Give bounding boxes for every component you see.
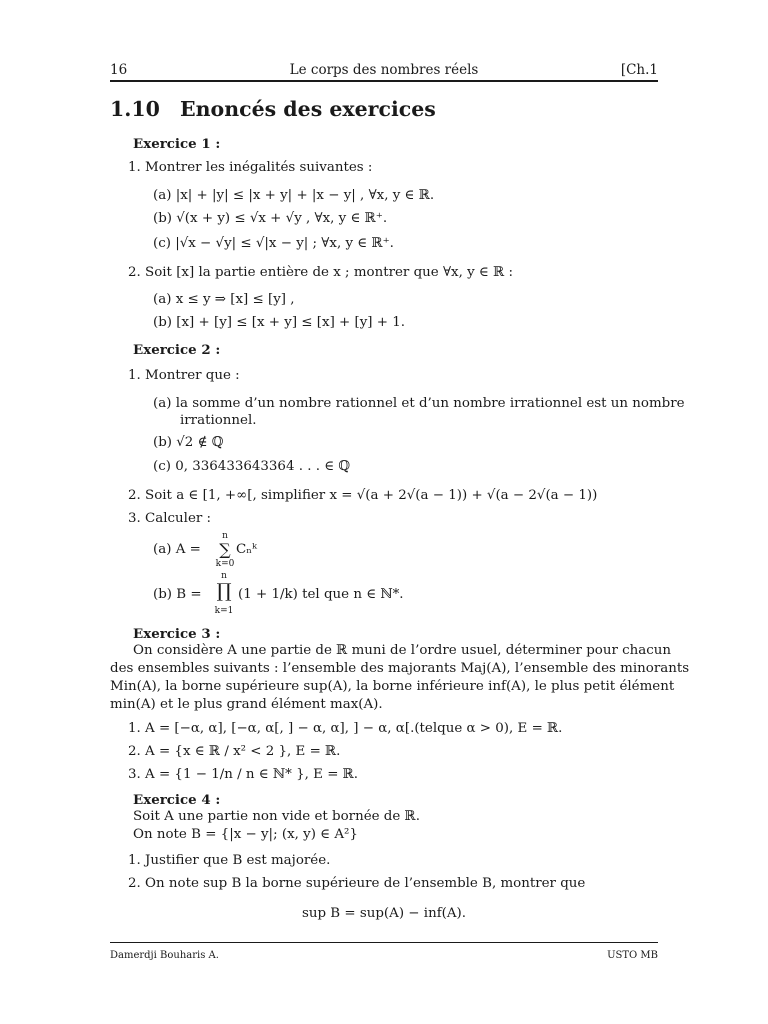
footer-rule: [110, 942, 658, 943]
ex4-item-1: 1. Justifier que B est majorée.: [128, 853, 331, 868]
ex4-display-equation: sup B = sup(A) − inf(A).: [301, 906, 467, 921]
ex1-a: (a) |x| + |y| ≤ |x + y| + |x − y| , ∀x, y ∈ ℝ.: [153, 188, 435, 203]
section-title: Enoncés des exercices: [180, 97, 436, 121]
ex2-b: (b) √2 ∉ ℚ: [153, 435, 224, 450]
footer-institution: USTO MB: [607, 950, 658, 961]
ex4-title: Exercice 4 :: [133, 792, 221, 808]
running-title: Le corps des nombres réels: [289, 62, 479, 78]
ex4-para-line2: On note B = {|x − y|; (x, y) ∈ A²}: [133, 827, 358, 842]
ex1-q1: 1. Montrer les inégalités suivantes :: [128, 160, 373, 175]
ex2-sum-tail: Cₙᵏ: [236, 542, 257, 557]
prod-upper: n: [221, 571, 227, 581]
sum-lower: k=0: [215, 559, 235, 569]
ex2-q2: 2. Soit a ∈ [1, +∞[, simplifier x = √(a + 2√(a − 1)) + √(a − 2√(a − 1)): [128, 488, 598, 503]
sum-sign: ∑: [219, 540, 231, 559]
section-number: 1.10: [110, 97, 160, 121]
ex2-prod-tail: (1 + 1/k) tel que n ∈ ℕ*.: [238, 587, 404, 602]
ex2-a-line1: (a) la somme d’un nombre rationnel et d’un nombre irrationnel est un nombre: [153, 396, 685, 411]
ex2-q1: 1. Montrer que :: [128, 368, 240, 383]
ex4-item-2: 2. On note sup B la borne supérieure de l’ensemble B, montrer que: [128, 876, 586, 891]
ex2-sum-label: (a) A =: [153, 542, 201, 557]
ex3-title: Exercice 3 :: [133, 626, 221, 642]
footer-author: Damerdji Bouharis A.: [110, 950, 219, 961]
ex4-para-line1: Soit A une partie non vide et bornée de ℝ.: [133, 809, 420, 824]
ex3-item-2: 2. A = {x ∈ ℝ / x² < 2 }, E = ℝ.: [128, 744, 341, 759]
sum-upper: n: [222, 531, 228, 541]
ex3-para-line4: min(A) et le plus grand élément max(A).: [110, 697, 383, 712]
chapter-label: [Ch.1: [620, 62, 658, 78]
prod-lower: k=1: [214, 606, 234, 616]
page-number: 16: [110, 62, 128, 78]
ex2-q3: 3. Calculer :: [128, 511, 212, 526]
ex3-para-line1: On considère A une partie de ℝ muni de l’ordre usuel, déterminer pour chacun: [133, 643, 671, 658]
ex2-title: Exercice 2 :: [133, 342, 221, 358]
ex2-prod-label: (b) B =: [153, 587, 202, 602]
ex3-para-line3: Min(A), la borne supérieure sup(A), la borne inférieure inf(A), le plus petit élément: [110, 679, 675, 694]
ex1-q2b: (b) [x] + [y] ≤ [x + y] ≤ [x] + [y] + 1.: [153, 315, 406, 330]
ex1-title: Exercice 1 :: [133, 136, 221, 152]
header-rule: [110, 80, 658, 82]
ex1-q2a: (a) x ≤ y ⇒ [x] ≤ [y] ,: [153, 292, 295, 307]
section-heading: [110, 97, 436, 121]
ex3-para-line2: des ensembles suivants : l’ensemble des majorants Maj(A), l’ensemble des minorants: [110, 661, 690, 676]
ex1-q2: 2. Soit [x] la partie entière de x ; montrer que ∀x, y ∈ ℝ :: [128, 265, 513, 280]
ex1-c: (c) |√x − √y| ≤ √|x − y| ; ∀x, y ∈ ℝ⁺.: [153, 236, 394, 251]
ex3-item-3: 3. A = {1 − 1/n / n ∈ ℕ* }, E = ℝ.: [128, 767, 359, 782]
ex2-c: (c) 0, 336433643364 . . . ∈ ℚ: [153, 459, 351, 474]
ex1-b: (b) √(x + y) ≤ √x + √y , ∀x, y ∈ ℝ⁺.: [153, 211, 388, 226]
ex3-item-1: 1. A = [−α, α], [−α, α[, ] − α, α], ] − α, α[.(telque α > 0), E = ℝ.: [128, 721, 563, 736]
prod-sign: ∏: [216, 580, 232, 602]
ex2-a-line2: irrationnel.: [180, 413, 257, 428]
